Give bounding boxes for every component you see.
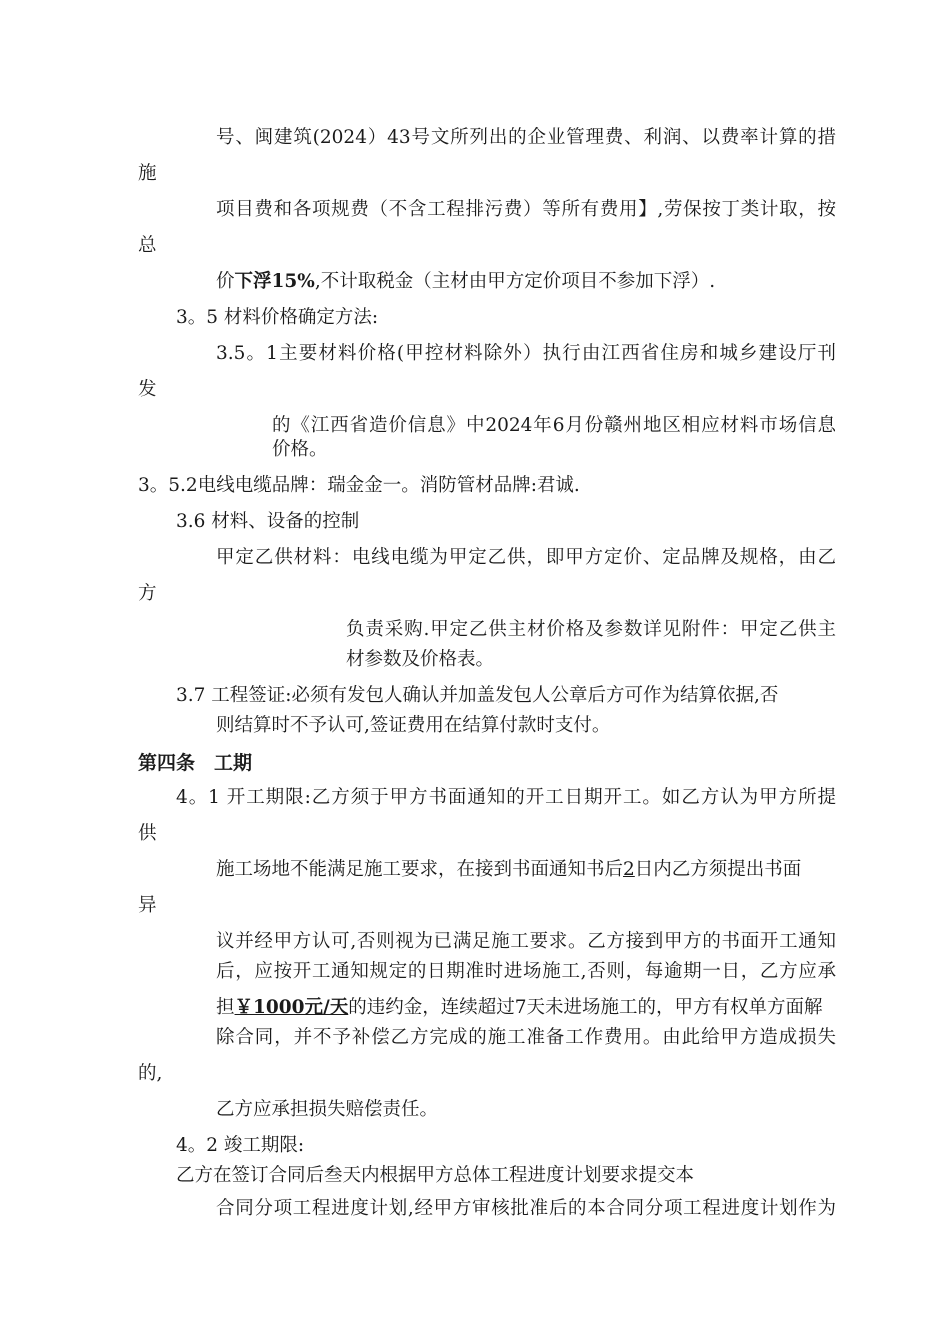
text-segment: 日内乙方须提出书面 (634, 859, 802, 880)
clause-3-4-line-4: 总 (138, 235, 157, 256)
text-segment: ,不计取税金（主材由甲方定价项目不参加下浮）. (314, 271, 716, 292)
clause-3-5-1-line-3: 的《江西省造价信息》中2024年6月份赣州地区相应材料市场信息 (272, 415, 836, 436)
text-segment: 价 (216, 271, 235, 292)
penalty-amount: ￥1000元/天 (234, 997, 349, 1018)
clause-3-6-line-3: 负责采购.甲定乙供主材价格及参数详见附件：甲定乙供主 (346, 619, 836, 640)
clause-4-1-line-1: 4。1 开工期限:乙方须于甲方书面通知的开工日期开工。如乙方认为甲方所提 (176, 787, 836, 808)
text-segment: 担 (216, 997, 235, 1018)
clause-3-4-line-3: 项目费和各项规费（不含工程排污费）等所有费用】,劳保按丁类计取，按 (216, 199, 836, 220)
clause-3-4-line-5 (216, 270, 715, 294)
clause-3-6-line-1: 甲定乙供材料：电线电缆为甲定乙供，即甲方定价、定品牌及规格，由乙 (216, 547, 836, 568)
clause-4-1-line-4: 异 (138, 895, 157, 916)
clause-4-2-line-2: 合同分项工程进度计划,经甲方审核批准后的本合同分项工程进度计划作为 (216, 1198, 836, 1219)
clause-4-2-title: 4。2 竣工期限: (176, 1135, 305, 1156)
clause-3-5-title: 3。5 材料价格确定方法: (176, 307, 379, 328)
clause-4-1-line-9: 的, (138, 1063, 163, 1084)
discount-rate: 下浮15% (234, 271, 315, 292)
clause-3-5-2: 3。5.2电线电缆品牌：瑞金金一。消防管材品牌:君诚. (138, 475, 580, 496)
clause-3-7-line-2: 则结算时不予认可,签证费用在结算付款时支付。 (216, 715, 611, 736)
text-segment: 施工场地不能满足施工要求，在接到书面通知书后 (216, 859, 624, 880)
clause-3-5-1-line-1: 3.5。1主要材料价格(甲控材料除外）执行由江西省住房和城乡建设厅刊 (216, 343, 836, 364)
clause-4-1-line-7 (216, 996, 823, 1020)
clause-3-6-line-4: 材参数及价格表。 (346, 649, 495, 670)
clause-4-1-line-5: 议并经甲方认可,否则视为已满足施工要求。乙方接到甲方的书面开工通知 (216, 931, 836, 952)
clause-3-6-title: 3.6 材料、设备的控制 (176, 511, 360, 532)
clause-4-1-line-6: 后，应按开工通知规定的日期准时进场施工,否则，每逾期一日，乙方应承 (216, 961, 836, 982)
clause-3-4-line-2: 施 (138, 163, 157, 184)
clause-3-5-1-line-2: 发 (138, 379, 157, 400)
clause-3-5-1-line-4: 价格。 (272, 439, 328, 460)
clause-4-1-line-10: 乙方应承担损失赔偿责任。 (216, 1099, 439, 1120)
objection-days: 2 (623, 859, 635, 880)
article-4-heading: 第四条 工期 (138, 752, 253, 774)
clause-3-4-line-1: 号、闽建筑(2024）43号文所列出的企业管理费、利润、以费率计算的措 (216, 127, 836, 148)
clause-4-1-line-3 (216, 858, 801, 882)
clause-3-7-line-1: 3.7 工程签证:必须有发包人确认并加盖发包人公章后方可作为结算依据,否 (176, 685, 779, 706)
clause-4-2-line-1: 乙方在签订合同后叁天内根据甲方总体工程进度计划要求提交本 (176, 1165, 695, 1186)
text-segment: 的违约金，连续超过7天未进场施工的，甲方有权单方面解 (348, 997, 823, 1018)
clause-3-6-line-2: 方 (138, 583, 157, 604)
clause-4-1-line-2: 供 (138, 823, 157, 844)
clause-4-1-line-8: 除合同，并不予补偿乙方完成的施工准备工作费用。由此给甲方造成损失 (216, 1027, 836, 1048)
